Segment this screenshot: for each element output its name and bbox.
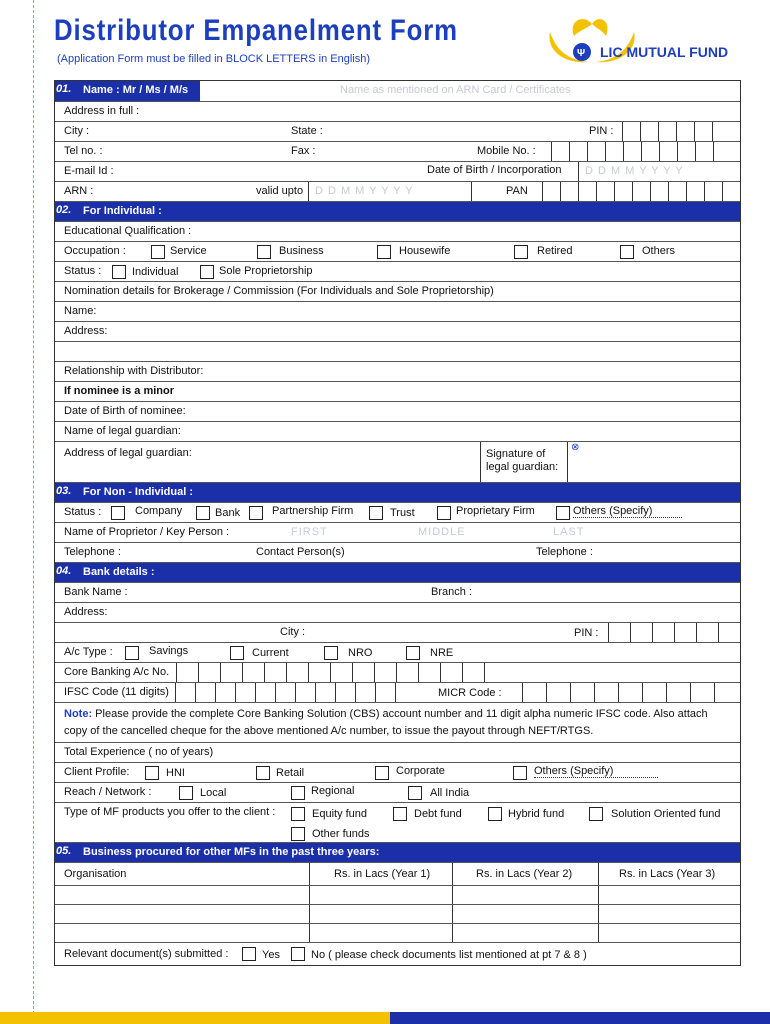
ac-type-option: Current xyxy=(252,647,289,659)
char-box[interactable] xyxy=(704,182,722,202)
footer-stripe xyxy=(0,1012,420,1024)
char-box[interactable] xyxy=(668,182,686,202)
nominee-dob-label: Date of Birth of nominee: xyxy=(64,405,186,417)
table-row[interactable] xyxy=(55,885,740,886)
telephone-label: Telephone : xyxy=(64,546,121,558)
section-title: For Individual : xyxy=(83,205,162,217)
char-box[interactable] xyxy=(650,182,668,202)
occupation-option: Others xyxy=(642,245,676,257)
documents-row xyxy=(55,942,740,966)
char-box[interactable] xyxy=(640,122,658,142)
core-banking-label: Core Banking A/c No. xyxy=(64,666,170,678)
mf-option: Debt fund xyxy=(414,808,462,820)
note-line-1: Note: Please provide the complete Core Banking Solution (CBS) account number and 11 digit alpha numeric IFSC code. Also attach xyxy=(64,708,708,720)
char-box[interactable] xyxy=(658,122,676,142)
dob-label: Date of Birth / Incorporation xyxy=(427,164,562,176)
status-option: Proprietary Firm xyxy=(456,505,535,517)
char-box[interactable] xyxy=(335,683,355,703)
section-05-header xyxy=(55,842,740,863)
char-box[interactable] xyxy=(596,182,614,202)
middle-placeholder: MIDDLE xyxy=(418,526,466,538)
char-box[interactable] xyxy=(694,122,712,142)
arn-label: ARN : xyxy=(64,185,94,197)
city-label: City : xyxy=(64,125,90,137)
char-box[interactable] xyxy=(440,663,462,683)
telephone-label: Telephone : xyxy=(536,546,593,558)
tel-row[interactable] xyxy=(55,141,740,162)
core-banking-row[interactable] xyxy=(55,662,740,683)
client-profile-row xyxy=(55,762,740,783)
current-checkbox[interactable] xyxy=(230,646,244,660)
char-box[interactable] xyxy=(674,623,692,643)
char-box[interactable] xyxy=(375,683,395,703)
education-row[interactable] xyxy=(55,221,740,242)
email-row[interactable] xyxy=(55,161,740,182)
char-box[interactable] xyxy=(722,182,740,202)
logo-text: LIC MUTUAL FUND xyxy=(600,44,729,60)
nominee-address-row[interactable] xyxy=(55,321,740,342)
char-box[interactable] xyxy=(713,142,731,162)
all-india-checkbox[interactable] xyxy=(408,786,422,800)
micr-label: MICR Code : xyxy=(438,687,502,699)
mf-type-row xyxy=(55,802,740,843)
experience-row[interactable] xyxy=(55,742,740,763)
local-checkbox[interactable] xyxy=(179,786,193,800)
column-divider xyxy=(452,863,453,943)
nomination-row xyxy=(55,281,740,302)
occupation-others-checkbox[interactable] xyxy=(620,245,634,259)
reach-option: Local xyxy=(200,787,227,799)
proprietor-label: Name of Proprietor / Key Person : xyxy=(64,526,230,538)
table-row[interactable] xyxy=(55,904,740,905)
column-header: Rs. in Lacs (Year 3) xyxy=(619,868,716,880)
char-box[interactable] xyxy=(560,182,578,202)
lic-logo-icon xyxy=(544,12,744,72)
page-edge-guide xyxy=(33,0,34,1024)
email-label: E-mail Id : xyxy=(64,165,114,177)
char-box[interactable] xyxy=(462,663,484,683)
bank-pin-label: PIN : xyxy=(574,627,599,639)
char-box[interactable] xyxy=(395,683,415,703)
hybrid-checkbox[interactable] xyxy=(488,807,502,821)
char-box[interactable] xyxy=(352,663,374,683)
status-option: Sole Proprietorship xyxy=(219,265,313,277)
svg-text:Ψ: Ψ xyxy=(577,48,586,59)
bank-city-label: City : xyxy=(280,626,306,638)
state-label: State : xyxy=(291,125,323,137)
valid-upto-placeholder: D D M M Y Y Y Y xyxy=(315,185,414,197)
section-number: 02. xyxy=(56,204,72,216)
char-box[interactable] xyxy=(255,683,275,703)
char-box[interactable] xyxy=(418,663,440,683)
savings-checkbox[interactable] xyxy=(125,646,139,660)
non-individual-status-row xyxy=(55,502,740,523)
char-box[interactable] xyxy=(677,142,695,162)
signature-label: legal guardian: xyxy=(486,461,559,473)
experience-label: Total Experience ( no of years) xyxy=(64,746,214,758)
char-box[interactable] xyxy=(587,142,605,162)
mobile-label: Mobile No. : xyxy=(477,145,536,157)
ac-type-option: Savings xyxy=(149,645,189,657)
tel-label: Tel no. : xyxy=(64,145,103,157)
ac-type-option: NRE xyxy=(430,647,454,659)
retail-checkbox[interactable] xyxy=(256,766,270,780)
minor-row xyxy=(55,381,740,402)
documents-no-label: No ( please check documents list mentioned at pt 7 & 8 ) xyxy=(311,949,587,961)
section-number: 03. xyxy=(56,485,72,497)
documents-no-checkbox[interactable] xyxy=(291,947,305,961)
column-header: Organisation xyxy=(64,868,127,880)
city-row[interactable] xyxy=(55,121,740,142)
char-box[interactable] xyxy=(569,142,587,162)
nomination-heading: Nomination details for Brokerage / Commission (For Individuals and Sole Proprietorship) xyxy=(64,285,494,297)
valid-upto-label: valid upto xyxy=(256,185,304,197)
char-box[interactable] xyxy=(471,182,489,202)
char-box[interactable] xyxy=(714,683,740,703)
name-label: Name : Mr / Ms / M/s xyxy=(83,84,189,96)
occupation-retired-checkbox[interactable] xyxy=(514,245,528,259)
char-box[interactable] xyxy=(696,623,714,643)
section-title: Bank details : xyxy=(83,566,155,578)
client-option: HNI xyxy=(166,767,185,779)
ac-type-row xyxy=(55,642,740,663)
reach-option: All India xyxy=(430,787,470,799)
char-box[interactable] xyxy=(522,683,546,703)
status-option: Partnership Firm xyxy=(272,505,354,517)
bank-checkbox[interactable] xyxy=(196,506,210,520)
last-placeholder: LAST xyxy=(553,526,585,538)
section-03-header xyxy=(55,482,740,503)
client-option: Others (Specify) xyxy=(534,765,658,778)
status-option: Company xyxy=(135,505,183,517)
client-option: Retail xyxy=(276,767,305,779)
pin-label: PIN : xyxy=(589,125,614,137)
char-box[interactable] xyxy=(546,683,570,703)
arn-row[interactable] xyxy=(55,181,740,202)
proprietary-checkbox[interactable] xyxy=(437,506,451,520)
occupation-option: Service xyxy=(170,245,207,257)
occupation-service-checkbox[interactable] xyxy=(151,245,165,259)
branch-label: Branch : xyxy=(431,586,472,598)
mf-option: Hybrid fund xyxy=(508,808,565,820)
char-box[interactable] xyxy=(330,663,352,683)
mf-option: Other funds xyxy=(312,828,370,840)
note-line-2: copy of the cancelled cheque for the above mentioned A/c number, to issue the payout through NEFT/RTGS. xyxy=(64,725,594,737)
guardian-address-label: Address of legal guardian: xyxy=(64,447,192,459)
ifsc-label: IFSC Code (11 digits) xyxy=(64,686,169,698)
section-title: Business procured for other MFs in the past three years: xyxy=(83,846,380,858)
status-row xyxy=(55,261,740,282)
char-box[interactable] xyxy=(641,142,659,162)
nominee-address-label: Address: xyxy=(64,325,108,337)
column-divider xyxy=(598,863,599,943)
reach-label: Reach / Network : xyxy=(64,786,152,798)
char-box[interactable] xyxy=(642,683,666,703)
address-row[interactable] xyxy=(55,101,740,122)
char-box[interactable] xyxy=(676,122,694,142)
status-option: Individual xyxy=(132,266,179,278)
char-box[interactable] xyxy=(630,623,648,643)
guardian-name-row[interactable] xyxy=(55,421,740,442)
client-option: Corporate xyxy=(396,765,445,777)
page-subtitle: (Application Form must be filled in BLOCK LETTERS in English) xyxy=(57,53,371,65)
nominee-name-label: Name: xyxy=(64,305,97,317)
nominee-dob-row[interactable] xyxy=(55,401,740,422)
occupation-row xyxy=(55,241,740,262)
occupation-housewife-checkbox[interactable] xyxy=(377,245,391,259)
reach-option: Regional xyxy=(311,785,355,797)
occupation-option: Business xyxy=(279,245,324,257)
address-label: Address in full : xyxy=(64,105,140,117)
char-box[interactable] xyxy=(295,683,315,703)
char-box[interactable] xyxy=(220,663,242,683)
pan-label: PAN xyxy=(506,185,528,197)
char-box[interactable] xyxy=(235,683,255,703)
others-checkbox[interactable] xyxy=(556,506,570,520)
occupation-option: Housewife xyxy=(399,245,451,257)
nominee-address-line-2[interactable] xyxy=(55,341,740,362)
name-row[interactable] xyxy=(55,81,740,101)
char-box[interactable] xyxy=(686,182,704,202)
occupation-business-checkbox[interactable] xyxy=(257,245,271,259)
char-box[interactable] xyxy=(608,623,626,643)
bank-name-row[interactable] xyxy=(55,582,740,603)
table-row[interactable] xyxy=(55,923,740,924)
char-box[interactable] xyxy=(484,663,506,683)
documents-yes-checkbox[interactable] xyxy=(242,947,256,961)
client-others-checkbox[interactable] xyxy=(513,766,527,780)
column-header: Rs. in Lacs (Year 2) xyxy=(476,868,573,880)
nro-checkbox[interactable] xyxy=(324,646,338,660)
company-checkbox[interactable] xyxy=(111,506,125,520)
note-row xyxy=(55,702,740,743)
section-number: 01. xyxy=(56,83,72,95)
ifsc-row[interactable] xyxy=(55,682,740,703)
char-box[interactable] xyxy=(215,683,235,703)
char-box[interactable] xyxy=(605,142,623,162)
guardian-address-row[interactable] xyxy=(55,441,740,482)
signature-marker-icon: ⊗ xyxy=(571,442,580,453)
status-label: Status : xyxy=(64,506,102,518)
hni-checkbox[interactable] xyxy=(145,766,159,780)
minor-heading: If nominee is a minor xyxy=(64,385,175,397)
documents-yes-label: Yes xyxy=(262,949,280,961)
bank-name-label: Bank Name : xyxy=(64,586,128,598)
business-table xyxy=(55,862,740,943)
mf-type-label: Type of MF products you offer to the client : xyxy=(64,806,276,818)
page-title: Distributor Empanelment Form xyxy=(54,14,458,47)
status-option: Trust xyxy=(390,507,415,519)
char-box[interactable] xyxy=(355,683,375,703)
char-box[interactable] xyxy=(308,663,330,683)
char-box[interactable] xyxy=(195,683,215,703)
section-02-header xyxy=(55,201,740,222)
form-frame xyxy=(54,80,741,966)
char-box[interactable] xyxy=(264,663,286,683)
education-label: Educational Qualification : xyxy=(64,225,192,237)
char-box[interactable] xyxy=(623,142,641,162)
char-box[interactable] xyxy=(578,182,596,202)
solution-checkbox[interactable] xyxy=(589,807,603,821)
mf-option: Solution Oriented fund xyxy=(611,808,721,820)
section-04-header xyxy=(55,562,740,583)
char-box[interactable] xyxy=(315,683,335,703)
char-box[interactable] xyxy=(632,182,650,202)
client-profile-label: Client Profile: xyxy=(64,766,130,778)
ac-type-label: A/c Type : xyxy=(64,646,113,658)
char-box[interactable] xyxy=(176,663,198,683)
bank-city-row[interactable] xyxy=(55,622,740,643)
occupation-option: Retired xyxy=(537,245,573,257)
status-sole-checkbox[interactable] xyxy=(200,265,214,279)
section-number: 05. xyxy=(56,845,72,857)
documents-label: Relevant document(s) submitted : xyxy=(64,948,229,960)
column-header: Rs. in Lacs (Year 1) xyxy=(334,868,431,880)
status-individual-checkbox[interactable] xyxy=(112,265,126,279)
reach-row xyxy=(55,782,740,803)
char-box[interactable] xyxy=(275,683,295,703)
section-01-header xyxy=(55,81,200,101)
mf-option: Equity fund xyxy=(312,808,368,820)
bank-address-label: Address: xyxy=(64,606,108,618)
char-box[interactable] xyxy=(286,663,308,683)
column-divider xyxy=(480,442,481,482)
trust-checkbox[interactable] xyxy=(369,506,383,520)
fax-label: Fax : xyxy=(291,145,316,157)
char-box[interactable] xyxy=(659,142,677,162)
char-box[interactable] xyxy=(614,182,632,202)
char-box[interactable] xyxy=(712,122,730,142)
partnership-checkbox[interactable] xyxy=(249,506,263,520)
guardian-name-label: Name of legal guardian: xyxy=(64,425,181,437)
relationship-row[interactable] xyxy=(55,361,740,382)
debt-checkbox[interactable] xyxy=(393,807,407,821)
char-box[interactable] xyxy=(374,663,396,683)
dob-placeholder: D D M M Y Y Y Y xyxy=(585,165,684,177)
char-box[interactable] xyxy=(695,142,713,162)
other-funds-checkbox[interactable] xyxy=(291,827,305,841)
proprietor-row[interactable] xyxy=(55,522,740,543)
char-box[interactable] xyxy=(690,683,714,703)
ac-type-option: NRO xyxy=(348,647,373,659)
char-box[interactable] xyxy=(542,182,560,202)
char-box[interactable] xyxy=(594,683,618,703)
section-number: 04. xyxy=(56,565,72,577)
char-box[interactable] xyxy=(175,683,195,703)
char-box[interactable] xyxy=(618,683,642,703)
name-placeholder: Name as mentioned on ARN Card / Certificates xyxy=(340,84,571,96)
footer-bar xyxy=(390,1012,770,1024)
char-box[interactable] xyxy=(396,663,418,683)
column-divider xyxy=(309,863,310,943)
occupation-label: Occupation : xyxy=(64,245,126,257)
regional-checkbox[interactable] xyxy=(291,786,305,800)
char-box[interactable] xyxy=(666,683,690,703)
char-box[interactable] xyxy=(198,663,220,683)
status-option: Bank xyxy=(215,507,241,519)
contact-label: Contact Person(s) xyxy=(256,546,345,558)
char-box[interactable] xyxy=(570,683,594,703)
bank-address-row[interactable] xyxy=(55,602,740,623)
signature-label: Signature of xyxy=(486,448,546,460)
relationship-label: Relationship with Distributor: xyxy=(64,365,204,377)
first-placeholder: FIRST xyxy=(291,526,328,538)
nominee-name-row[interactable] xyxy=(55,301,740,322)
char-box[interactable] xyxy=(551,142,569,162)
char-box[interactable] xyxy=(242,663,264,683)
section-title: For Non - Individual : xyxy=(83,486,193,498)
status-label: Status : xyxy=(64,265,102,277)
char-box[interactable] xyxy=(622,122,640,142)
status-option: Others (Specify) xyxy=(573,505,682,518)
corporate-checkbox[interactable] xyxy=(375,766,389,780)
contact-row[interactable] xyxy=(55,542,740,563)
column-divider xyxy=(567,442,568,482)
nre-checkbox[interactable] xyxy=(406,646,420,660)
char-box[interactable] xyxy=(718,623,736,643)
char-box[interactable] xyxy=(652,623,670,643)
equity-checkbox[interactable] xyxy=(291,807,305,821)
